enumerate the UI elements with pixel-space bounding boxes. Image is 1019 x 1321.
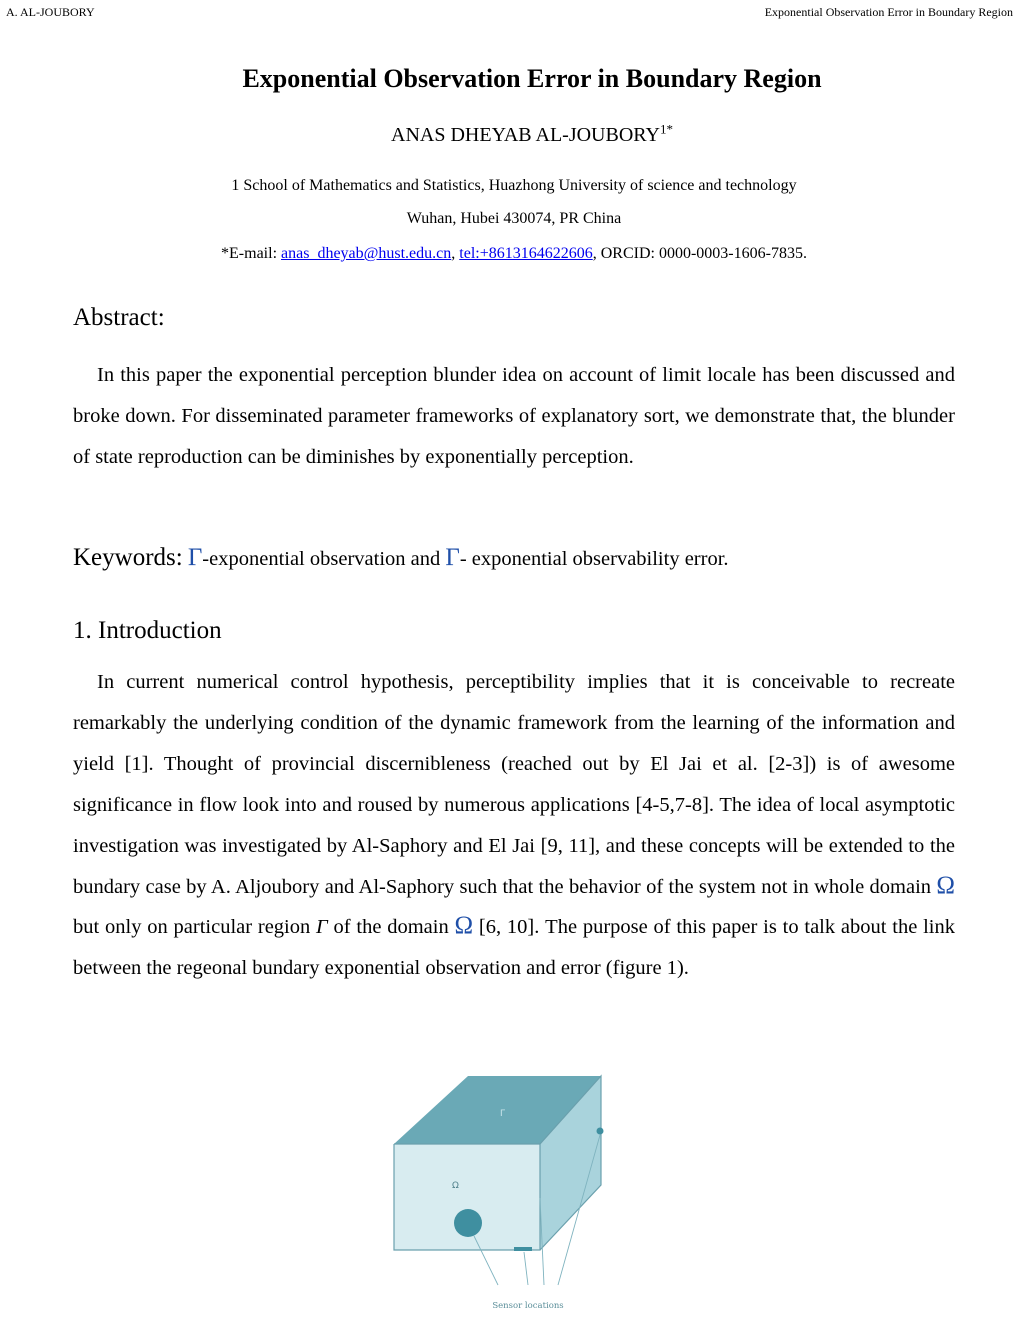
omega-symbol-2: Ω bbox=[454, 912, 474, 940]
keywords-part-1: -exponential observation and bbox=[202, 548, 446, 570]
running-header-right: Exponential Observation Error in Boundary Region bbox=[764, 5, 1013, 19]
omega-region-label: Ω bbox=[452, 1181, 459, 1191]
figure-caption: Sensor locations bbox=[492, 1301, 564, 1311]
tel-link[interactable]: tel:+8613164622606 bbox=[459, 245, 593, 262]
affiliation-line-1: 1 School of Mathematics and Statistics, Huazhong University of science and technology bbox=[231, 177, 797, 194]
orcid-text: , ORCID: 0000-0003-1606-7835. bbox=[592, 245, 807, 262]
affiliation-line-2: Wuhan, Hubei 430074, PR China bbox=[406, 210, 622, 227]
sensor-point bbox=[597, 1128, 604, 1135]
keywords-label: Keywords: bbox=[73, 544, 183, 571]
keywords-part-2: - exponential observability error. bbox=[459, 548, 729, 570]
omega-symbol: Ω bbox=[936, 871, 955, 899]
email-prefix: *E-mail: bbox=[221, 245, 282, 262]
introduction-text bbox=[73, 662, 955, 989]
sensor-bar bbox=[514, 1247, 532, 1251]
abstract-body: In this paper the exponential perception blunder idea on account of limit locale has been discussed and broke down. For disseminated parameter frameworks of explanatory sort, we demonstrate that, the blunder of state reproduction can be diminishes by exponentially perception. bbox=[73, 364, 955, 468]
contact-line bbox=[0, 245, 1019, 263]
author-marks: 1* bbox=[659, 121, 673, 137]
introduction-heading: 1. Introduction bbox=[73, 617, 222, 644]
running-header-left: A. AL-JOUBORY bbox=[6, 5, 95, 19]
keywords-line bbox=[73, 544, 729, 572]
author-name: ANAS DHEYAB AL-JOUBORY bbox=[391, 124, 660, 146]
gamma-symbol-2: Γ bbox=[445, 544, 460, 571]
abstract-text bbox=[73, 355, 955, 478]
intro-part-b: but only on particular region bbox=[73, 916, 317, 939]
gamma-region-label: Γ bbox=[500, 1109, 506, 1119]
abstract-heading: Abstract: bbox=[73, 304, 165, 331]
gamma-italic: Γ bbox=[316, 916, 328, 939]
figure-1 bbox=[340, 1060, 640, 1316]
cube-diagram bbox=[340, 1060, 640, 1316]
paper-title: Exponential Observation Error in Boundary Region bbox=[242, 64, 822, 93]
email-link[interactable]: anas_dheyab@hust.edu.cn bbox=[281, 245, 452, 262]
intro-part-a: In current numerical control hypothesis, perceptibility implies that it is conceivable to recreate remarkably the underlying condition of the dynamic framework from the learning of the information and yield [1]. Thought of provincial discernibleness (reached out by El Jai et al. [2-3]) is of awesome significance in flow look into and roused by numerous applications [4-5,7-8]. The idea of local asymptotic investigation was investigated by Al-Saphory and El Jai [9, 11], and these concepts will be extended to the bundary case by A. Aljoubory and Al-Saphory such that the behavior of the system not in whole domain bbox=[73, 671, 955, 898]
sensor-zone-blob bbox=[454, 1209, 482, 1237]
intro-part-d: [6, 10]. The purpose of this paper is to talk about the link between the regeonal bundary exponential observation and error (figure 1). bbox=[73, 916, 955, 980]
gamma-symbol: Γ bbox=[187, 544, 203, 571]
contact-separator: , bbox=[451, 245, 460, 262]
author-line bbox=[0, 121, 1019, 147]
intro-part-c: of the domain bbox=[327, 916, 455, 939]
